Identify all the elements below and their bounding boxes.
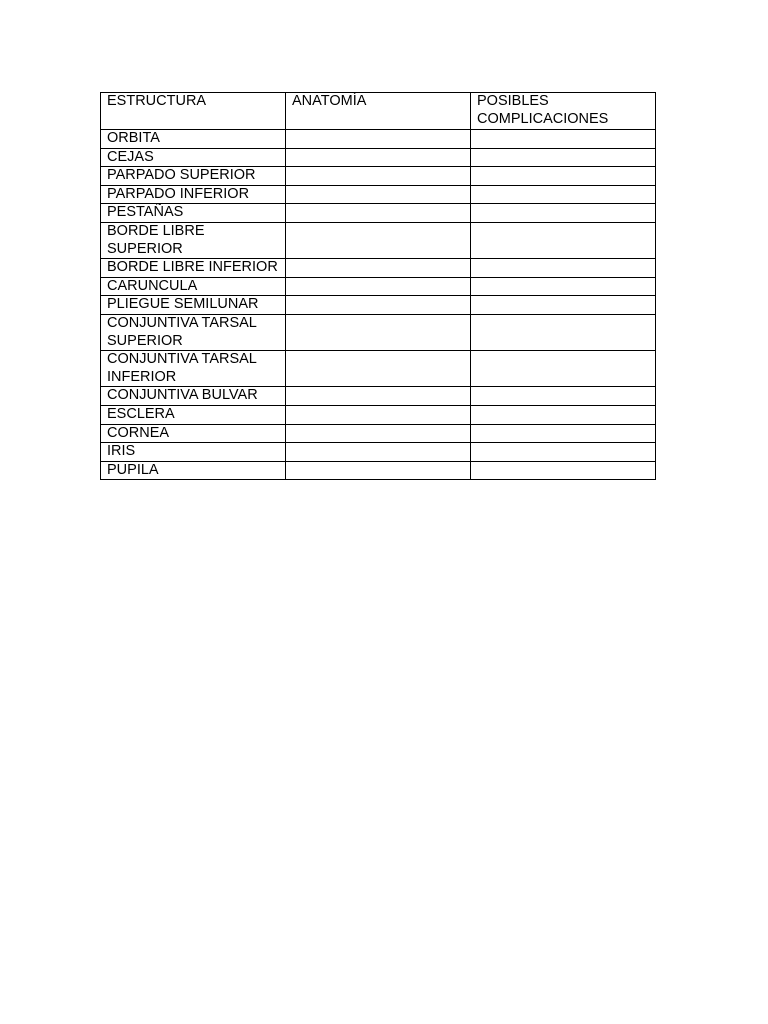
anatomy-cell — [286, 167, 471, 186]
complications-cell — [471, 351, 656, 387]
table-row — [101, 387, 656, 406]
structure-cell: BORDE LIBRE SUPERIOR — [101, 222, 286, 258]
complications-cell — [471, 277, 656, 296]
anatomy-cell — [286, 296, 471, 315]
complications-cell — [471, 185, 656, 204]
complications-cell — [471, 387, 656, 406]
anatomy-cell — [286, 185, 471, 204]
structure-cell: IRIS — [101, 443, 286, 462]
anatomy-cell — [286, 130, 471, 149]
table-row — [101, 204, 656, 223]
anatomy-cell — [286, 387, 471, 406]
table-row — [101, 314, 656, 350]
table-row — [101, 461, 656, 480]
header-posibles-complicaciones: POSIBLES COMPLICACIONES — [471, 93, 656, 130]
anatomy-cell — [286, 148, 471, 167]
table-row — [101, 351, 656, 387]
structure-cell: ORBITA — [101, 130, 286, 149]
anatomy-cell — [286, 461, 471, 480]
complications-cell — [471, 461, 656, 480]
complications-cell — [471, 405, 656, 424]
table-row — [101, 405, 656, 424]
complications-cell — [471, 204, 656, 223]
anatomy-cell — [286, 351, 471, 387]
structure-cell: CORNEA — [101, 424, 286, 443]
structure-cell: CONJUNTIVA BULVAR — [101, 387, 286, 406]
structure-cell: BORDE LIBRE INFERIOR — [101, 259, 286, 278]
structure-cell: ESCLERA — [101, 405, 286, 424]
anatomy-cell — [286, 314, 471, 350]
complications-cell — [471, 148, 656, 167]
table-row — [101, 222, 656, 258]
structures-table — [100, 92, 656, 480]
anatomy-cell — [286, 443, 471, 462]
structure-cell: CONJUNTIVA TARSAL INFERIOR — [101, 351, 286, 387]
anatomy-cell — [286, 277, 471, 296]
complications-cell — [471, 167, 656, 186]
table-row — [101, 259, 656, 278]
anatomy-cell — [286, 222, 471, 258]
complications-cell — [471, 259, 656, 278]
structure-cell: PARPADO INFERIOR — [101, 185, 286, 204]
structure-cell: PUPILA — [101, 461, 286, 480]
complications-cell — [471, 130, 656, 149]
anatomy-cell — [286, 204, 471, 223]
structure-cell: PESTAÑAS — [101, 204, 286, 223]
table-row — [101, 185, 656, 204]
complications-cell — [471, 296, 656, 315]
structure-cell: CEJAS — [101, 148, 286, 167]
table-row — [101, 443, 656, 462]
structure-cell: PLIEGUE SEMILUNAR — [101, 296, 286, 315]
table-row — [101, 296, 656, 315]
structure-cell: PARPADO SUPERIOR — [101, 167, 286, 186]
table-header-row — [101, 93, 656, 130]
anatomy-cell — [286, 259, 471, 278]
table-row — [101, 148, 656, 167]
structure-cell: CONJUNTIVA TARSAL SUPERIOR — [101, 314, 286, 350]
header-anatomia: ANATOMÍA — [286, 93, 471, 130]
table-row — [101, 130, 656, 149]
anatomy-cell — [286, 405, 471, 424]
structure-cell: CARUNCULA — [101, 277, 286, 296]
anatomy-cell — [286, 424, 471, 443]
complications-cell — [471, 443, 656, 462]
table-row — [101, 424, 656, 443]
complications-cell — [471, 314, 656, 350]
header-estructura: ESTRUCTURA — [101, 93, 286, 130]
complications-cell — [471, 222, 656, 258]
table-row — [101, 167, 656, 186]
table-row — [101, 277, 656, 296]
complications-cell — [471, 424, 656, 443]
